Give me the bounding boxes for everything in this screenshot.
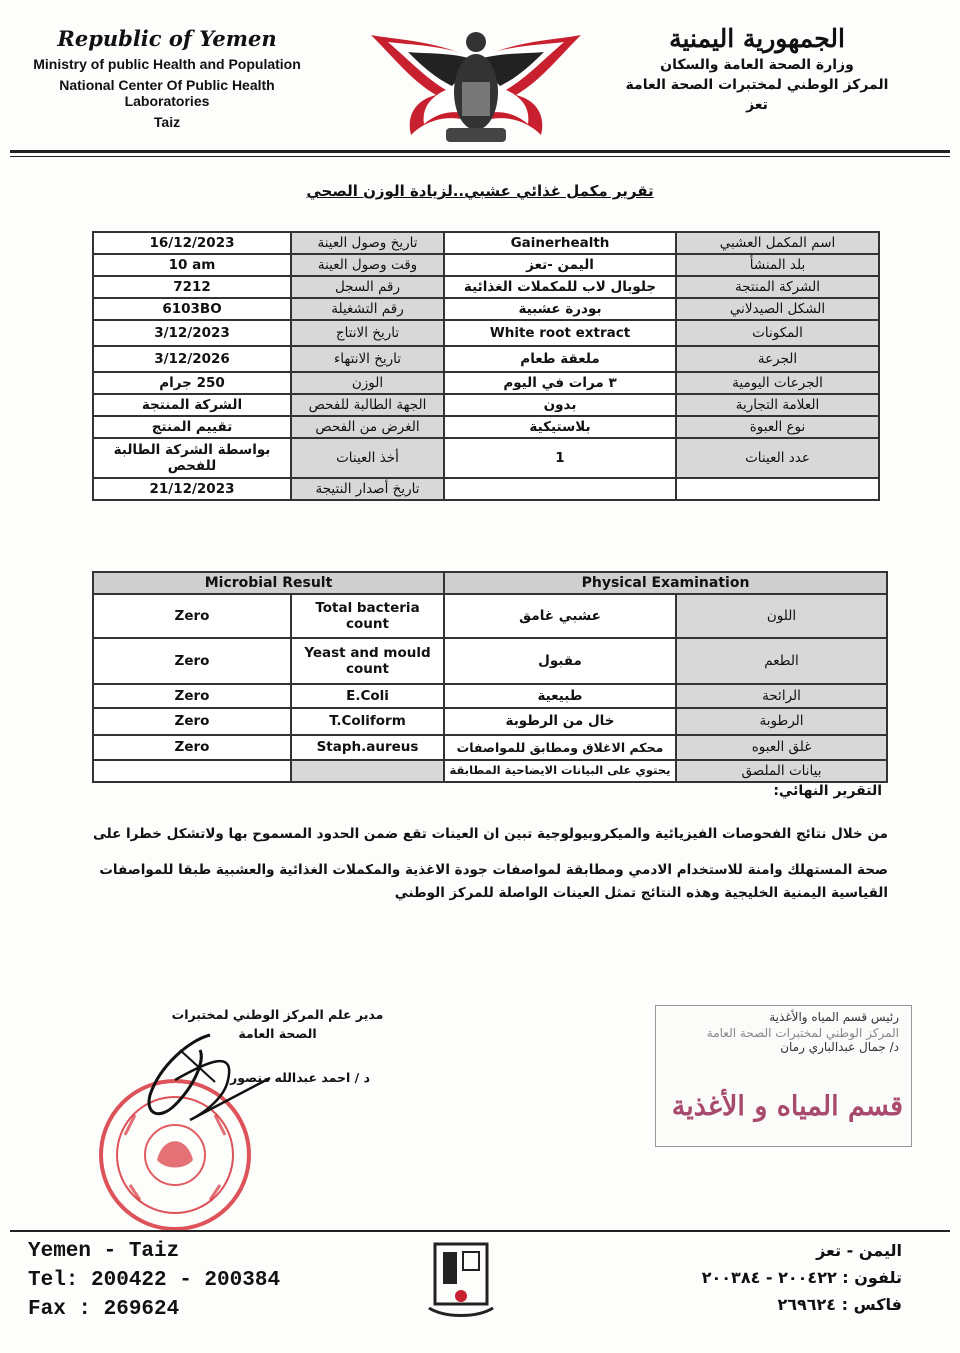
label-cell: Yeast and mould count (291, 638, 444, 684)
header-divider-thin (10, 156, 950, 157)
table-row (93, 320, 879, 346)
value-cell: Zero (93, 594, 291, 638)
value-cell: Gainerhealth (444, 232, 676, 254)
value-cell: بلاستيكية (444, 416, 676, 438)
label-cell: الطعم (676, 638, 887, 684)
label-cell: تاريخ الانتهاء (291, 346, 444, 372)
director-name: د / احمد عبدالله منصور (230, 1070, 370, 1085)
dept-head-faded: المركز الوطني لمختبرات الصحة العامة (706, 1026, 899, 1040)
label-cell: بلد المنشأ (676, 254, 879, 276)
footer-tel-en: Tel: 200422 - 200384 (28, 1269, 281, 1292)
label-cell: وقت وصول العينة (291, 254, 444, 276)
label-cell: نوع العبوة (676, 416, 879, 438)
table-row (93, 708, 887, 735)
value-cell: ٣ مرات في اليوم (444, 372, 676, 394)
table-row (93, 394, 879, 416)
label-cell (291, 760, 444, 782)
dept-head-name: د/ جمال عبدالباري رمان (780, 1040, 899, 1054)
value-cell: الشركة المنتجة (93, 394, 291, 416)
label-cell: تاريخ وصول العينة (291, 232, 444, 254)
value-cell: بواسطة الشركة الطالبة للفحص (93, 438, 291, 478)
republic-ar: الجمهورية اليمنية (669, 24, 845, 53)
label-cell: الرطوبة (676, 708, 887, 735)
table-row (93, 638, 887, 684)
value-cell: White root extract (444, 320, 676, 346)
value-cell: تقييم المنتج (93, 416, 291, 438)
footer-arabic (702, 1237, 902, 1318)
value-cell (93, 760, 291, 782)
value-cell: جلوبال لاب للمكملات الغذائية (444, 276, 676, 298)
footer-english (28, 1237, 280, 1324)
final-report-heading: التقرير النهائي: (773, 783, 882, 799)
table-row (93, 760, 887, 782)
table-row (93, 735, 887, 760)
value-cell (676, 478, 879, 500)
value-cell: Zero (93, 735, 291, 760)
results-table (92, 571, 888, 783)
footer-tel-ar: تلفون : ٢٠٠٤٢٢ - ٢٠٠٣٨٤ (701, 1268, 902, 1287)
handwritten-signature-icon (120, 1020, 360, 1130)
value-cell: طبيعية (444, 684, 676, 708)
table-row (93, 276, 879, 298)
table-row (93, 232, 879, 254)
city-en: Taiz (153, 114, 181, 130)
info-table (92, 231, 880, 501)
value-cell: Zero (93, 708, 291, 735)
republic-en: Republic of Yemen (57, 26, 277, 51)
label-cell: E.Coli (291, 684, 444, 708)
value-cell: محكم الاغلاق ومطابق للمواصفات (444, 735, 676, 760)
table-row (93, 684, 887, 708)
value-cell: 7212 (93, 276, 291, 298)
label-cell: الغرض من الفحص (291, 416, 444, 438)
header-arabic (622, 24, 892, 113)
table-row (93, 346, 879, 372)
label-cell: اللون (676, 594, 887, 638)
value-cell: بدون (444, 394, 676, 416)
value-cell: 250 جرام (93, 372, 291, 394)
final-report-line-1: من خلال نتائج الفحوصات الفيزيائية والميكروبيولوجية تبين ان العينات تقع ضمن الحدود المسموح بها ولاتشكل خطرا على (92, 826, 888, 842)
table-row (93, 478, 879, 500)
label-cell: الوزن (291, 372, 444, 394)
label-cell: عدد العينات (676, 438, 879, 478)
table-row (93, 372, 879, 394)
footer-city-en: Yemen - Taiz (28, 1240, 180, 1263)
value-cell: خال من الرطوبة (444, 708, 676, 735)
label-cell: Total bacteria count (291, 594, 444, 638)
table-row (93, 416, 879, 438)
label-cell: الجرعات اليومية (676, 372, 879, 394)
ministry-en: Ministry of public Health and Population (33, 56, 301, 72)
footer-fax-en: Fax : 269624 (28, 1298, 180, 1321)
label-cell: الشركة المنتجة (676, 276, 879, 298)
center-ar: المركز الوطني لمختبرات الصحة العامة (625, 77, 889, 93)
value-cell: 16/12/2023 (93, 232, 291, 254)
label-cell: T.Coliform (291, 708, 444, 735)
dept-head-title: رئيس قسم المياه والأغذية (769, 1010, 899, 1024)
value-cell: 1 (444, 438, 676, 478)
table-row (93, 594, 887, 638)
value-cell: 3/12/2026 (93, 346, 291, 372)
center-en: National Center Of Public Health Laboratories (59, 77, 275, 109)
lab-logo-icon (425, 1238, 497, 1320)
footer-divider (10, 1230, 950, 1232)
label-cell: غلق العبوه (676, 735, 887, 760)
label-cell: تاريخ أصدار النتيجة (291, 478, 444, 500)
value-cell: مقبول (444, 638, 676, 684)
table-row (93, 438, 879, 478)
table-row (93, 254, 879, 276)
label-cell: Staph.aureus (291, 735, 444, 760)
final-report-line-3: القياسية اليمنية الخليجية وهذه النتائج تمثل العينات الواصلة للمركز الوطني (394, 885, 888, 901)
value-cell: Zero (93, 684, 291, 708)
header-divider (10, 150, 950, 153)
label-cell: أخذ العينات (291, 438, 444, 478)
dept-stamp-text: قسم المياه و الأغذية (671, 1091, 903, 1122)
label-cell: تاريخ الانتاج (291, 320, 444, 346)
city-ar: تعز (746, 97, 768, 113)
value-cell: يحتوي على البيانات الايضاحية المطابقة (444, 760, 676, 782)
department-stamp (655, 1005, 912, 1147)
value-cell: 10 am (93, 254, 291, 276)
label-cell: اسم المكمل العشبي (676, 232, 879, 254)
header-english (22, 26, 312, 130)
microbial-header: Microbial Result (93, 572, 444, 594)
value-cell: عشبي غامق (444, 594, 676, 638)
label-cell: الجهة الطالبة للفحص (291, 394, 444, 416)
table-row (93, 298, 879, 320)
label-cell: الرائحة (676, 684, 887, 708)
label-cell: بيانات الملصق (676, 760, 887, 782)
value-cell: ملعقة طعام (444, 346, 676, 372)
physical-header: Physical Examination (444, 572, 887, 594)
value-cell: 21/12/2023 (93, 478, 291, 500)
value-cell: 3/12/2023 (93, 320, 291, 346)
label-cell: الشكل الصيدلاني (676, 298, 879, 320)
label-cell: العلامة التجارية (676, 394, 879, 416)
report-title: تقرير مكمل غذائي عشبي..لزيادة الوزن الصحي (306, 182, 654, 200)
footer-city-ar: اليمن - تعز (816, 1241, 902, 1260)
final-report-line-2: صحة المستهلك وامنة للاستخدام الادمي ومطابقة لمواصفات جودة الاغذية والمكملات الغذائية والعشبية طبقا للمواصفات (99, 862, 888, 878)
label-cell: رقم التشغيلة (291, 298, 444, 320)
value-cell: 6103BO (93, 298, 291, 320)
value-cell (444, 478, 676, 500)
yemen-eagle-emblem-icon (366, 20, 586, 150)
value-cell: اليمن -تعز (444, 254, 676, 276)
table-header-row (93, 572, 887, 594)
ministry-ar: وزارة الصحة العامة والسكان (660, 57, 854, 73)
footer-fax-ar: فاكس : ٢٦٩٦٢٤ (777, 1295, 902, 1314)
director-title-2: الصحة العامة (238, 1026, 317, 1042)
value-cell: Zero (93, 638, 291, 684)
label-cell: رقم السجل (291, 276, 444, 298)
value-cell: بودرة عشبية (444, 298, 676, 320)
label-cell: المكونات (676, 320, 879, 346)
director-title-1: مدير علم المركز الوطني لمختبرات (171, 1007, 384, 1022)
label-cell: الجرعة (676, 346, 879, 372)
